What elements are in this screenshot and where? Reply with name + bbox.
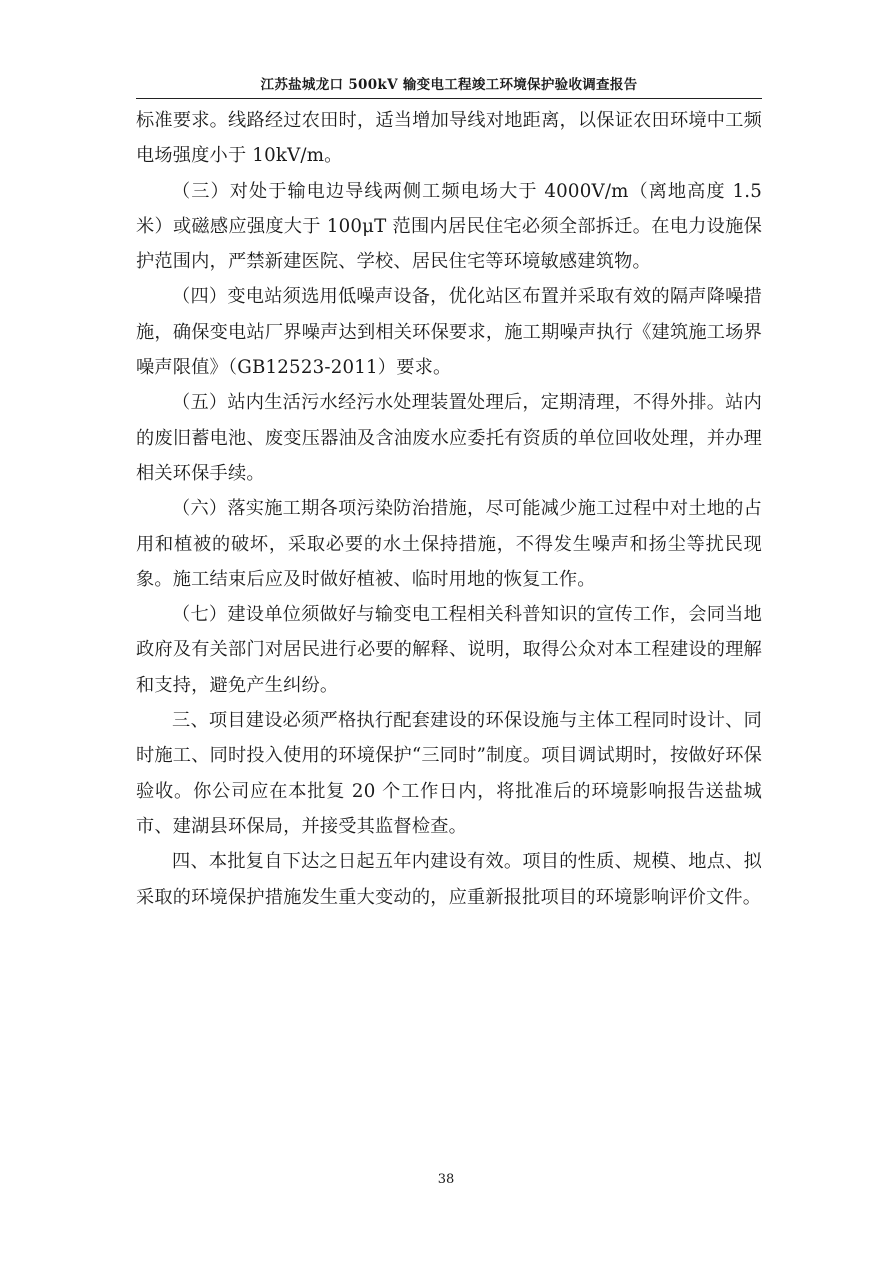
paragraph-section-4: 四、本批复自下达之日起五年内建设有效。项目的性质、规模、地点、拟采取的环境保护措施发生重大变动的，应重新报批项目的环境影响评价文件。 (136, 851, 762, 908)
header-rule (136, 98, 762, 99)
paragraph-continuation: 标准要求。线路经过农田时，适当增加导线对地距离，以保证农田环境中工频电场强度小于 10kV/m。 (136, 110, 762, 167)
paragraph-item-7: （七）建设单位须做好与输变电工程相关科普知识的宣传工作，会同当地政府及有关部门对居民进行必要的解释、说明，取得公众对本工程建设的理解和支持，避免产生纠纷。 (136, 604, 762, 696)
document-body (136, 103, 762, 915)
paragraph-item-4: （四）变电站须选用低噪声设备，优化站区布置并采取有效的隔声降噪措施，确保变电站厂界噪声达到相关环保要求，施工期噪声执行《建筑施工场界噪声限值》（GB12523-2011）要求。 (136, 286, 762, 379)
paragraph-item-6: （六）落实施工期各项污染防治措施，尽可能减少施工过程中对土地的占用和植被的破坏，采取必要的水土保持措施，不得发生噪声和扬尘等扰民现象。施工结束后应及时做好植被、临时用地的恢复工作。 (136, 498, 762, 590)
paragraph-section-3: 三、项目建设必须严格执行配套建设的环保设施与主体工程同时设计、同时施工、同时投入使用的环境保护“三同时”制度。项目调试期时，按做好环保验收。你公司应在本批复 20 个工作日内，将批准后的环境影响报告送盐城市、建湖县环保局，并接受其监督检查。 (136, 710, 762, 837)
paragraph-item-3: （三）对处于输电边导线两侧工频电场大于 4000V/m（离地高度 1.5 米）或磁感应强度大于 100μT 范围内居民住宅必须全部拆迁。在电力设施保护范围内，严禁新建医院、学校、居民住宅等环境敏感建筑物。 (136, 180, 762, 273)
page-number: 38 (437, 1172, 455, 1187)
paragraph-item-5: （五）站内生活污水经污水处理装置处理后，定期清理，不得外排。站内的废旧蓄电池、废变压器油及含油废水应委托有资质的单位回收处理，并办理相关环保手续。 (136, 392, 762, 484)
running-header: 江苏盐城龙口 500kV 输变电工程竣工环境保护验收调查报告 (260, 77, 638, 93)
